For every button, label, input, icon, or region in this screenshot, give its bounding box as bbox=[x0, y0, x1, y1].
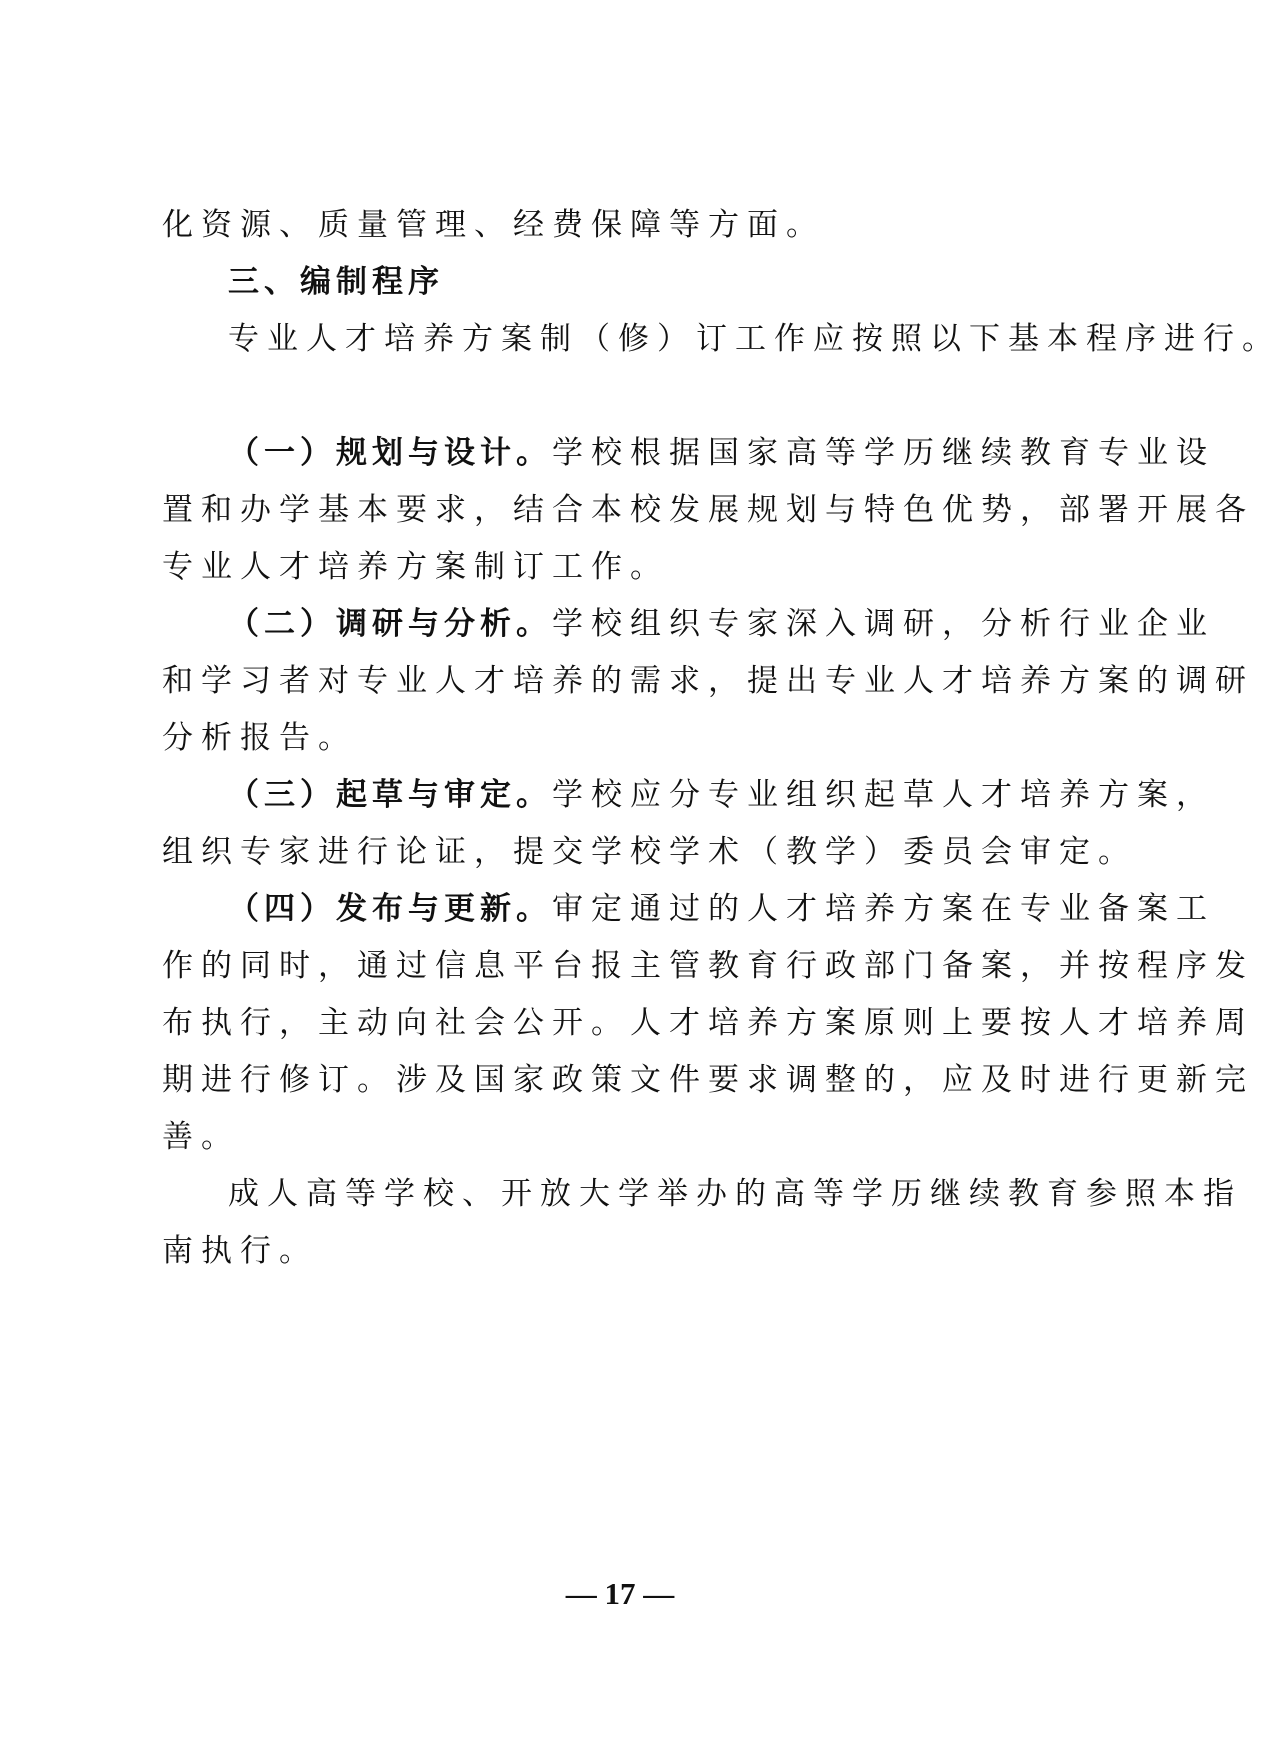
subsection-label: （四）发布与更新。 bbox=[228, 891, 552, 927]
subsection-text: 学校组织专家深入调研，分析行业企业 bbox=[552, 606, 1215, 642]
paragraph-line bbox=[228, 766, 1215, 824]
subsection-label: （一）规划与设计。 bbox=[228, 435, 552, 471]
section-heading: 三、编制程序 bbox=[228, 264, 444, 300]
paragraph-line: 分析报告。 bbox=[162, 720, 357, 756]
paragraph-line: 善。 bbox=[162, 1119, 240, 1155]
page-number: — 17 — bbox=[565, 1576, 675, 1611]
paragraph-line bbox=[228, 880, 1215, 938]
subsection-text: 审定通过的人才培养方案在专业备案工 bbox=[552, 891, 1215, 927]
paragraph-line: 置和办学基本要求，结合本校发展规划与特色优势，部署开展各 bbox=[162, 492, 1254, 528]
paragraph-line bbox=[228, 595, 1215, 653]
subsection-text: 学校应分专业组织起草人才培养方案， bbox=[552, 777, 1215, 813]
paragraph-line: 专业人才培养方案制订工作。 bbox=[162, 549, 669, 585]
subsection-label: （三）起草与审定。 bbox=[228, 777, 552, 813]
paragraph-line: 组织专家进行论证，提交学校学术（教学）委员会审定。 bbox=[162, 834, 1137, 870]
paragraph-line bbox=[228, 424, 1215, 482]
paragraph-line: 专业人才培养方案制（修）订工作应按照以下基本程序进行。 bbox=[228, 321, 1281, 357]
paragraph-line: 作的同时，通过信息平台报主管教育行政部门备案，并按程序发 bbox=[162, 948, 1254, 984]
paragraph-line: 南执行。 bbox=[162, 1233, 318, 1269]
subsection-text: 学校根据国家高等学历继续教育专业设 bbox=[552, 435, 1215, 471]
paragraph-line: 成人高等学校、开放大学举办的高等学历继续教育参照本指 bbox=[228, 1176, 1242, 1212]
paragraph-line: 布执行，主动向社会公开。人才培养方案原则上要按人才培养周 bbox=[162, 1005, 1254, 1041]
paragraph-line: 和学习者对专业人才培养的需求，提出专业人才培养方案的调研 bbox=[162, 663, 1254, 699]
subsection-label: （二）调研与分析。 bbox=[228, 606, 552, 642]
paragraph-line: 期进行修订。涉及国家政策文件要求调整的，应及时进行更新完 bbox=[162, 1062, 1254, 1098]
paragraph-line: 化资源、质量管理、经费保障等方面。 bbox=[162, 207, 825, 243]
